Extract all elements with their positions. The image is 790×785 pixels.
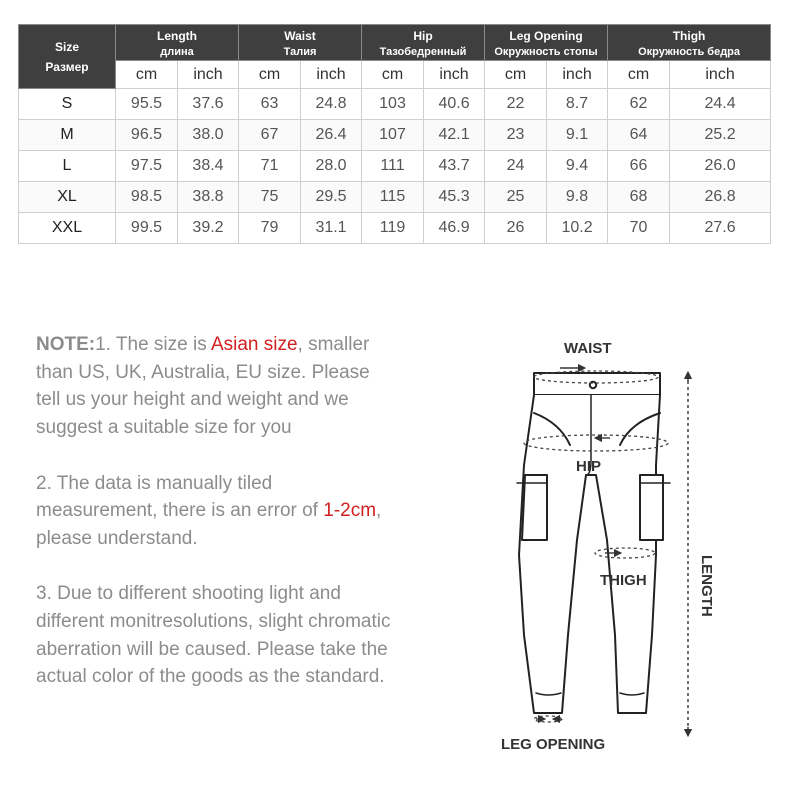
hip-diagram-label: HIP: [576, 458, 602, 475]
thigh-cm-cell: 70: [608, 213, 670, 244]
note-prefix: NOTE:: [36, 334, 96, 355]
hip-label-ru: Тазобедренный: [379, 45, 467, 58]
size-cell: M: [19, 120, 116, 151]
note-2: [36, 470, 396, 553]
thigh-diagram-label: THIGH: [600, 572, 647, 589]
unit-inch-header: inch: [178, 61, 239, 89]
thigh-inch-cell: 25.2: [670, 120, 771, 151]
hip-column-header: [362, 25, 485, 61]
leg-opening-inch-cell: 9.4: [547, 151, 608, 182]
waist-label-ru: Талия: [283, 45, 317, 58]
hip-cm-cell: 111: [362, 151, 424, 182]
length-inch-cell: 39.2: [178, 213, 239, 244]
pants-outline-icon: [490, 335, 730, 760]
hip-cm-cell: 119: [362, 213, 424, 244]
unit-cm-header: cm: [239, 61, 301, 89]
table-unit-row: [19, 61, 771, 89]
note-3: 3. Due to different shooting light and different monitresolutions, slight chromatic aberration will be caused. Please take the actual color of the goods as the standard.: [36, 583, 391, 688]
length-cm-cell: 97.5: [116, 151, 178, 182]
leg-opening-column-header: [485, 25, 608, 61]
hip-cm-cell: 107: [362, 120, 424, 151]
note-2-text-b: , please understand.: [36, 500, 382, 549]
hip-inch-cell: 45.3: [424, 182, 485, 213]
waist-inch-cell: 29.5: [301, 182, 362, 213]
length-label-ru: длина: [160, 45, 194, 58]
thigh-inch-cell: 24.4: [670, 89, 771, 120]
unit-cm-header: cm: [362, 61, 424, 89]
hip-cm-cell: 103: [362, 89, 424, 120]
note-1: [36, 331, 396, 442]
table-row: [19, 213, 771, 244]
thigh-cm-cell: 64: [608, 120, 670, 151]
length-inch-cell: 38.4: [178, 151, 239, 182]
length-cm-cell: 95.5: [116, 89, 178, 120]
hip-label: Hip: [413, 28, 433, 43]
waist-inch-cell: 31.1: [301, 213, 362, 244]
note-1-text-a: 1. The size is: [95, 334, 211, 355]
leg-opening-inch-cell: 10.2: [547, 213, 608, 244]
waist-cm-cell: 79: [239, 213, 301, 244]
waist-inch-cell: 24.8: [301, 89, 362, 120]
hip-inch-cell: 42.1: [424, 120, 485, 151]
hip-inch-cell: 43.7: [424, 151, 485, 182]
length-label: Length: [157, 28, 197, 43]
waist-label: Waist: [284, 28, 316, 43]
size-label-ru: Размер: [45, 59, 89, 74]
thigh-column-header: [608, 25, 771, 61]
leg-opening-diagram-label: LEG OPENING: [501, 736, 606, 753]
waist-cm-cell: 75: [239, 182, 301, 213]
leg-opening-cm-cell: 23: [485, 120, 547, 151]
thigh-inch-cell: 26.0: [670, 151, 771, 182]
table-row: [19, 182, 771, 213]
note-1-text-b: , smaller than US, UK, Australia, EU size. Please tell us your height and weight and we suggest a suitable size for you: [36, 334, 370, 439]
size-label: Size: [54, 39, 79, 54]
unit-inch-header: inch: [547, 61, 608, 89]
length-diagram-label: LENGTH: [698, 555, 715, 617]
size-cell: S: [19, 89, 116, 120]
waist-cm-cell: 67: [239, 120, 301, 151]
thigh-label-ru: Окружность бедра: [638, 45, 741, 58]
length-cm-cell: 96.5: [116, 120, 178, 151]
thigh-inch-cell: 27.6: [670, 213, 771, 244]
size-column-header: [19, 25, 116, 89]
error-range-highlight: 1-2cm: [323, 500, 377, 522]
length-cm-cell: 98.5: [116, 182, 178, 213]
size-chart-table: [18, 24, 771, 244]
waist-column-header: [239, 25, 362, 61]
size-cell: L: [19, 151, 116, 182]
leg-opening-inch-cell: 9.1: [547, 120, 608, 151]
waist-diagram-label: WAIST: [564, 340, 612, 357]
leg-opening-cm-cell: 25: [485, 182, 547, 213]
leg-opening-cm-cell: 26: [485, 213, 547, 244]
thigh-cm-cell: 68: [608, 182, 670, 213]
pants-measurement-diagram: [490, 335, 730, 760]
table-row: [19, 89, 771, 120]
thigh-cm-cell: 66: [608, 151, 670, 182]
waist-cm-cell: 71: [239, 151, 301, 182]
unit-inch-header: inch: [301, 61, 362, 89]
table-row: [19, 120, 771, 151]
table-header-row: [19, 25, 771, 61]
table-row: [19, 151, 771, 182]
leg-opening-label-ru: Окружность стопы: [494, 45, 598, 58]
leg-opening-label: Leg Opening: [509, 28, 583, 43]
leg-opening-cm-cell: 24: [485, 151, 547, 182]
unit-cm-header: cm: [485, 61, 547, 89]
size-cell: XXL: [19, 213, 116, 244]
unit-cm-header: cm: [116, 61, 178, 89]
hip-cm-cell: 115: [362, 182, 424, 213]
length-inch-cell: 38.0: [178, 120, 239, 151]
waist-inch-cell: 28.0: [301, 151, 362, 182]
thigh-cm-cell: 62: [608, 89, 670, 120]
waist-inch-cell: 26.4: [301, 120, 362, 151]
hip-inch-cell: 40.6: [424, 89, 485, 120]
note-2-text-a: 2. The data is manually tiled measurement, there is an error of: [36, 472, 324, 522]
unit-cm-header: cm: [608, 61, 670, 89]
leg-opening-cm-cell: 22: [485, 89, 547, 120]
unit-inch-header: inch: [424, 61, 485, 89]
leg-opening-inch-cell: 9.8: [547, 182, 608, 213]
size-cell: XL: [19, 182, 116, 213]
size-notes: [36, 331, 396, 719]
thigh-inch-cell: 26.8: [670, 182, 771, 213]
asian-size-highlight: Asian size: [210, 334, 298, 355]
length-inch-cell: 38.8: [178, 182, 239, 213]
length-column-header: [116, 25, 239, 61]
leg-opening-inch-cell: 8.7: [547, 89, 608, 120]
length-inch-cell: 37.6: [178, 89, 239, 120]
thigh-label: Thigh: [672, 28, 706, 43]
hip-inch-cell: 46.9: [424, 213, 485, 244]
length-cm-cell: 99.5: [116, 213, 178, 244]
waist-cm-cell: 63: [239, 89, 301, 120]
unit-inch-header: inch: [670, 61, 771, 89]
